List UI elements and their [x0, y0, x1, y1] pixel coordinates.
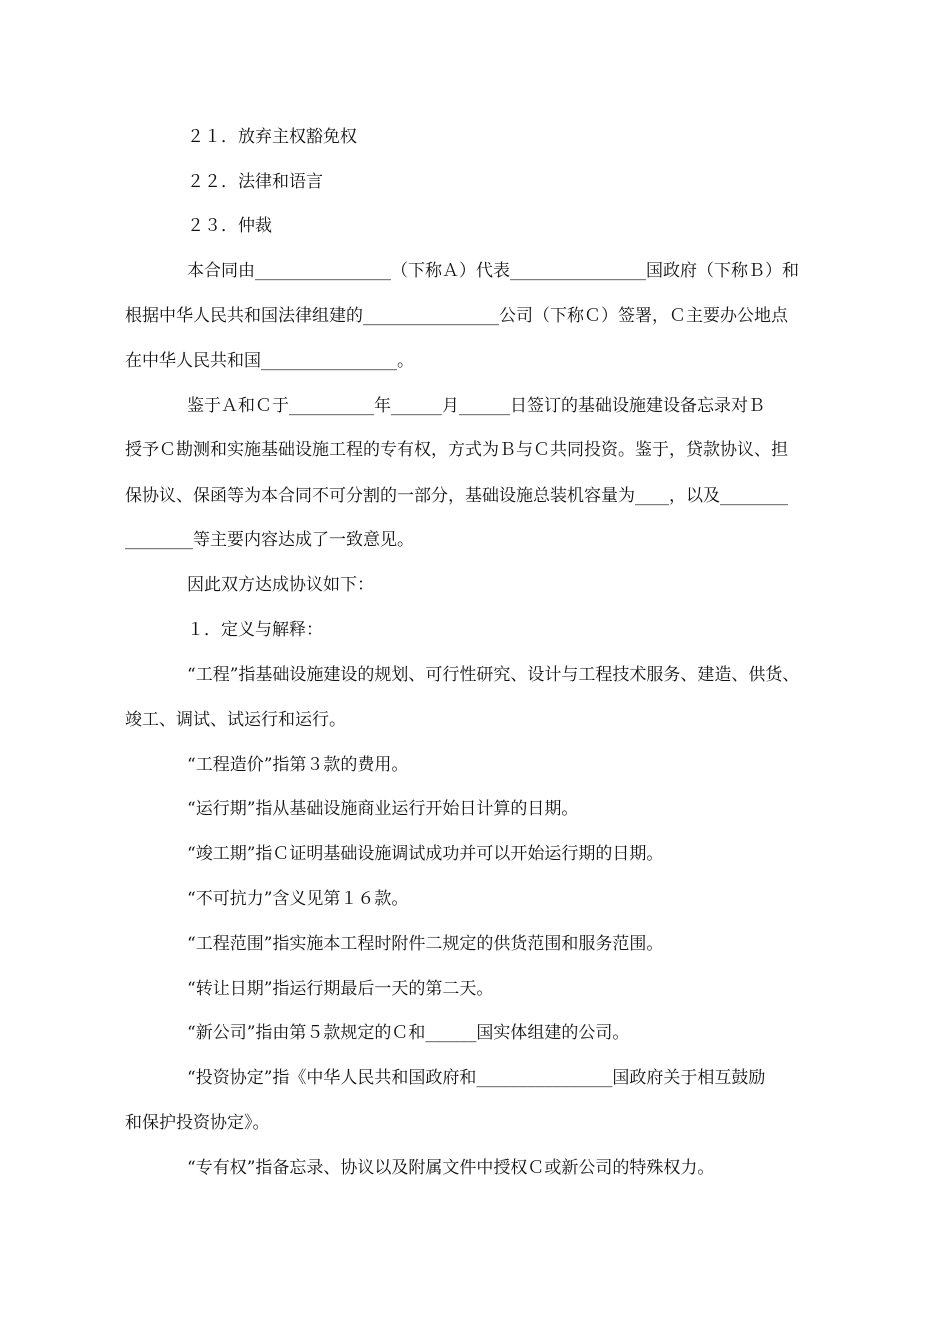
definition-investment-agreement-line-1: “投资协定”指《中华人民共和国政府和________________国政府关于相互鼓励 [187, 1068, 766, 1088]
definition-completion-date: “竣工期”指Ｃ证明基础设施调试成功并可以开始运行期的日期。 [187, 844, 664, 864]
definition-project-line-1: “工程”指基础设施建设的规划、可行性研究、设计与工程技术服务、建造、供货、 [187, 665, 800, 685]
definition-project-scope: “工程范围”指实施本工程时附件二规定的供货范围和服务范围。 [187, 934, 664, 954]
definition-project-line-2: 竣工、调试、试运行和运行。 [125, 710, 346, 730]
definition-operation-period: “运行期”指从基础设施商业运行开始日计算的日期。 [187, 799, 579, 819]
definition-exclusive-right: “专有权”指备忘录、协议以及附属文件中授权Ｃ或新公司的特殊权力。 [187, 1158, 715, 1178]
toc-item-21: ２１．放弃主权豁免权 [187, 127, 357, 147]
preamble-line-1: 本合同由________________（下称Ａ）代表________________国政府（下称Ｂ）和 [187, 261, 799, 281]
preamble-line-3: 在中华人民共和国________________。 [125, 351, 414, 371]
section-heading-1: １．定义与解释： [187, 620, 323, 640]
toc-item-23: ２３．仲裁 [187, 216, 272, 236]
recital-line-4: ________等主要内容达成了一致意见。 [125, 530, 414, 550]
definition-investment-agreement-line-2: 和保护投资协定》。 [125, 1113, 270, 1133]
recital-line-1: 鉴于Ａ和Ｃ于__________年______月______日签订的基础设施建设备忘录对Ｂ [187, 396, 765, 416]
definition-transfer-date: “转让日期”指运行期最后一天的第二天。 [187, 979, 494, 999]
recital-line-3: 保协议、保函等为本合同不可分割的一部分，基础设施总装机容量为____，以及________ [125, 486, 788, 506]
recital-line-2: 授予Ｃ勘测和实施基础设施工程的专有权，方式为Ｂ与Ｃ共同投资。鉴于，贷款协议、担 [125, 440, 788, 460]
definition-force-majeure: “不可抗力”含义见第１６款。 [187, 889, 409, 909]
toc-item-22: ２２．法律和语言 [187, 172, 323, 192]
agreement-statement: 因此双方达成协议如下： [187, 575, 374, 595]
preamble-line-2: 根据中华人民共和国法律组建的________________公司（下称Ｃ）签署，Ｃ主要办公地点 [125, 306, 788, 326]
definition-new-company: “新公司”指由第５款规定的Ｃ和______国实体组建的公司。 [187, 1023, 630, 1043]
definition-project-cost: “工程造价”指第３款的费用。 [187, 755, 409, 775]
